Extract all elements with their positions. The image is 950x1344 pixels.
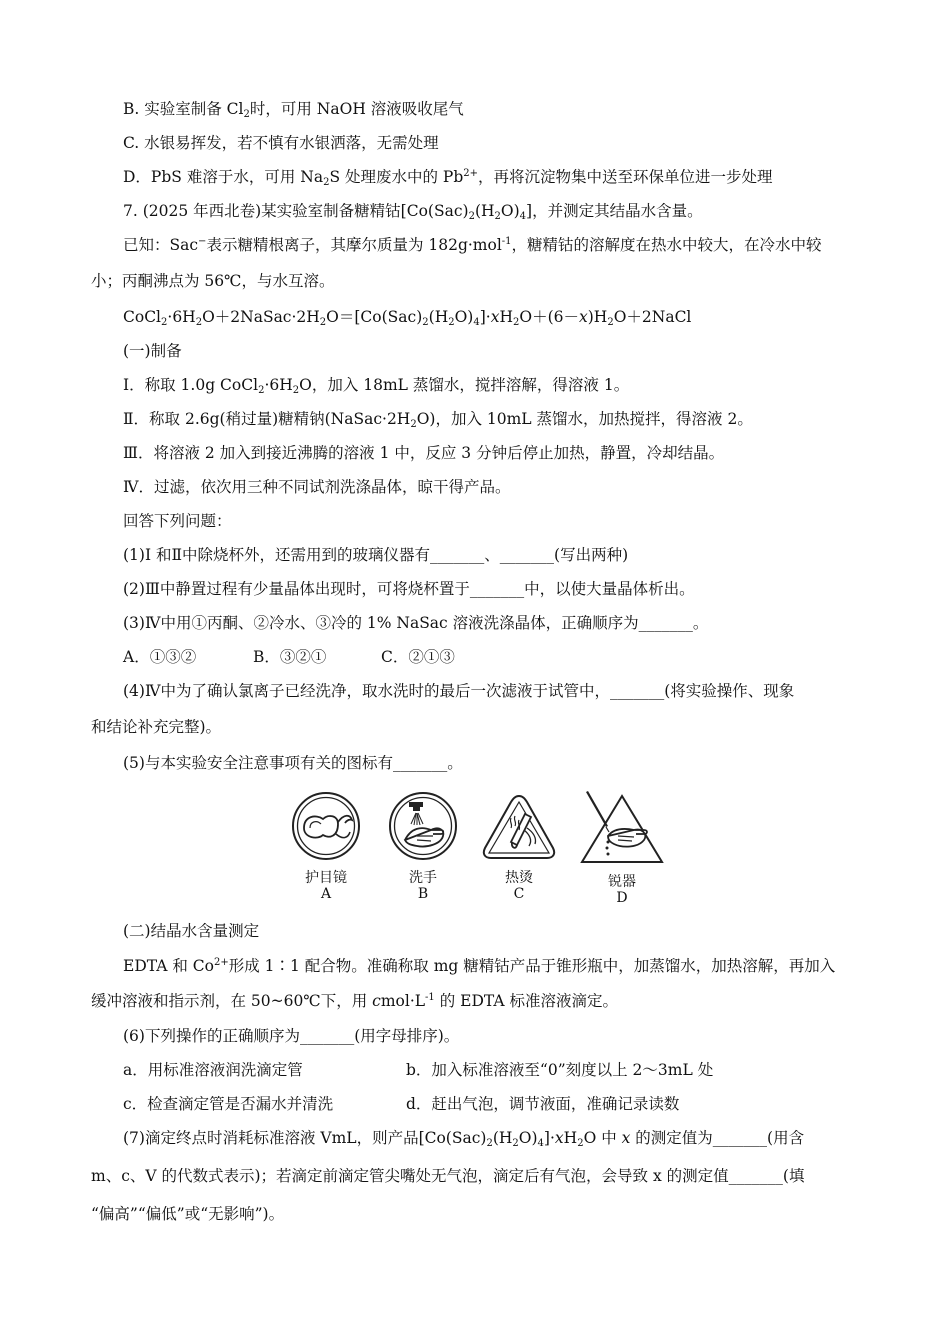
operation-b: b．加入标准溶液至“0”刻度以上 2～3mL 处 xyxy=(406,1061,714,1079)
operations-row-2 xyxy=(0,1093,950,1115)
operation-c: c．检查滴定管是否漏水并清洗 xyxy=(123,1095,334,1113)
text: O，加入 18mL 蒸馏水，搅拌溶解，得溶液 1。 xyxy=(299,376,630,394)
text: Ⅱ．称取 2.6g(稍过量)糖精钠(NaSac·2H xyxy=(123,410,411,428)
subscript: 2 xyxy=(607,317,614,328)
subscript: 2 xyxy=(422,317,429,328)
text: (1)I 和Ⅱ中除烧杯外，还需用到的玻璃仪器有_______、_______(写出两种) xyxy=(123,546,629,564)
option-d xyxy=(0,166,950,188)
text: D．PbS 难溶于水，可用 Na xyxy=(123,168,324,186)
superscript: 2+ xyxy=(213,957,229,968)
text: 和结论补充完整)。 xyxy=(91,718,222,736)
text: )H xyxy=(587,308,608,326)
text: O) xyxy=(518,1129,538,1147)
text: ]· xyxy=(479,308,491,326)
choice-c: C．②①③ xyxy=(381,648,455,666)
variable-x: x xyxy=(554,1129,564,1147)
figure-d xyxy=(576,790,668,906)
text: (7)滴定终点时消耗标准溶液 VmL，则产品[Co(Sac) xyxy=(123,1129,487,1147)
subscript: 2 xyxy=(319,317,327,328)
figure-label: 护目镜 xyxy=(305,870,347,886)
variable-c: c xyxy=(372,992,381,1010)
reaction-equation xyxy=(0,306,950,328)
subscript: 2 xyxy=(512,1138,519,1149)
text: H xyxy=(563,1129,578,1147)
subscript: 2 xyxy=(577,1138,584,1149)
section-heading-preparation xyxy=(0,340,950,362)
text: (H xyxy=(474,202,495,220)
step-2 xyxy=(0,408,950,430)
sub-question-4 xyxy=(0,680,950,702)
safety-icons-figure xyxy=(280,790,680,910)
step-1 xyxy=(0,374,950,396)
text: (H xyxy=(492,1129,513,1147)
text: ，糖精钴的溶解度在热水中较大，在冷水中较 xyxy=(511,236,822,254)
text: Ⅳ．过滤，依次用三种不同试剂洗涤晶体，晾干得产品。 xyxy=(123,478,511,496)
text: (二)结晶水含量测定 xyxy=(123,922,260,940)
text: EDTA 和 Co xyxy=(123,957,214,975)
option-b xyxy=(0,98,950,120)
subscript: 2 xyxy=(258,385,265,396)
text: mol·L xyxy=(380,992,426,1010)
text: 缓冲溶液和指示剂，在 50~60℃下，用 xyxy=(91,992,373,1010)
subscript: 2 xyxy=(494,211,501,222)
text: C. 水银易挥发，若不慎有水银洒落，无需处理 xyxy=(123,134,439,152)
subscript: 2 xyxy=(292,385,300,396)
figure-letter: C xyxy=(513,886,525,902)
text: O＋2NaCl xyxy=(613,308,692,326)
sharp-object-icon xyxy=(578,790,666,866)
text: O 中 xyxy=(583,1129,622,1147)
known-info xyxy=(0,234,950,256)
text: I．称取 1.0g CoCl xyxy=(123,376,259,394)
hand-wash-icon xyxy=(387,790,459,862)
choice-a: A．①③② xyxy=(123,648,197,666)
text: 的测定值为_______(用含 xyxy=(630,1129,805,1147)
superscript: − xyxy=(198,236,207,247)
text: 回答下列问题： xyxy=(123,512,232,530)
text: 形成 1∶1 配合物。准确称取 mg 糖精钴产品于锥形瓶中，加蒸馏水，加热溶解，再加入 xyxy=(228,957,836,975)
subscript: 2 xyxy=(195,317,203,328)
subscript: 2 xyxy=(323,177,330,188)
sub-question-7 xyxy=(0,1127,950,1149)
text: O＝[Co(Sac) xyxy=(326,308,423,326)
option-c xyxy=(0,132,950,154)
section-heading-measurement xyxy=(0,920,950,942)
text: (一)制备 xyxy=(123,342,182,360)
subscript: 2 xyxy=(486,1138,493,1149)
operation-a: a．用标准溶液润洗滴定管 xyxy=(123,1061,303,1079)
text: 已知：Sac xyxy=(123,236,199,254)
answer-prompt xyxy=(0,510,950,532)
text: (6)下列操作的正确顺序为_______(用字母排序)。 xyxy=(123,1027,460,1045)
text: CoCl xyxy=(123,308,162,326)
hot-surface-icon xyxy=(479,790,559,862)
text: O)，加入 10mL 蒸馏水，加热搅拌，得溶液 2。 xyxy=(416,410,753,428)
goggles-icon xyxy=(290,790,362,862)
operations-row-1 xyxy=(0,1059,950,1081)
sub-question-3-options xyxy=(0,646,950,668)
subscript: 4 xyxy=(537,1138,544,1149)
figure-letter: A xyxy=(320,886,332,902)
text: ·6H xyxy=(167,308,196,326)
text: (4)Ⅳ中为了确认氯离子已经洗净，取水洗时的最后一次滤液于试管中，_______(将实验操作、现象 xyxy=(123,682,795,700)
text: ·6H xyxy=(264,376,293,394)
text: Ⅲ．将溶液 2 加入到接近沸腾的溶液 1 中，反应 3 分钟后停止加热，静置，冷却结晶。 xyxy=(123,444,725,462)
text: 7. (2025 年西北卷)某实验室制备糖精钴[Co(Sac) xyxy=(123,202,469,220)
figure-letter: D xyxy=(616,890,628,906)
superscript: -1 xyxy=(501,236,512,247)
measurement-description xyxy=(0,955,950,977)
subscript: 2 xyxy=(410,419,417,430)
operation-d: d．赶出气泡，调节液面，准确记录读数 xyxy=(406,1095,680,1113)
text: O＋(6－ xyxy=(519,308,579,326)
subscript: 2 xyxy=(513,317,520,328)
variable-x: x xyxy=(579,308,588,326)
superscript: 2+ xyxy=(463,168,479,179)
sub-question-1 xyxy=(0,544,950,566)
text: H xyxy=(499,308,513,326)
figure-c xyxy=(473,790,565,902)
sub-question-2 xyxy=(0,578,950,600)
subscript: 2 xyxy=(161,317,168,328)
question-7-title xyxy=(0,200,950,222)
superscript: -1 xyxy=(425,992,435,1003)
figure-label: 锐器 xyxy=(608,874,636,890)
variable-x: x xyxy=(490,308,500,326)
text: 的 EDTA 标准溶液滴定。 xyxy=(434,992,619,1010)
sub-question-3 xyxy=(0,612,950,634)
text: 时，可用 NaOH 溶液吸收尾气 xyxy=(249,100,464,118)
figure-label: 洗手 xyxy=(409,870,437,886)
sub-question-7-cont xyxy=(0,1165,950,1187)
text: “偏高”“偏低”或“无影响”)。 xyxy=(91,1205,285,1223)
text: S 处理废水中的 Pb xyxy=(329,168,464,186)
text: B. 实验室制备 Cl xyxy=(123,100,244,118)
measurement-description-cont xyxy=(0,990,950,1012)
text: ]，并测定其结晶水含量。 xyxy=(526,202,703,220)
figure-label: 热烫 xyxy=(505,870,533,886)
sub-question-7-end xyxy=(0,1203,950,1225)
variable-x: x xyxy=(621,1129,631,1147)
subscript: 2 xyxy=(243,109,250,120)
text: m、c、V 的代数式表示)；若滴定前滴定管尖嘴处无气泡，滴定后有气泡，会导致 x 的测定值_______(填 xyxy=(91,1167,805,1185)
text: 表示糖精根离子，其摩尔质量为 182g·mol xyxy=(206,236,502,254)
text: O) xyxy=(500,202,520,220)
text: O＋2NaSac·2H xyxy=(202,308,320,326)
text: (H xyxy=(428,308,449,326)
figure-letter: B xyxy=(417,886,429,902)
text: ，再将沉淀物集中送至环保单位进一步处理 xyxy=(478,168,773,186)
subscript: 2 xyxy=(468,211,475,222)
text: O) xyxy=(454,308,474,326)
subscript: 4 xyxy=(473,317,480,328)
subscript: 2 xyxy=(448,317,455,328)
sub-question-4-cont xyxy=(0,716,950,738)
known-info-cont xyxy=(0,270,950,292)
text: (2)Ⅲ中静置过程有少量晶体出现时，可将烧杯置于_______中，以使大量晶体析出。 xyxy=(123,580,695,598)
text: (5)与本实验安全注意事项有关的图标有_______。 xyxy=(123,754,463,772)
sub-question-6 xyxy=(0,1025,950,1047)
choice-b: B．③②① xyxy=(253,648,327,666)
sub-question-5 xyxy=(0,752,950,774)
subscript: 4 xyxy=(519,211,527,222)
figure-b xyxy=(377,790,469,902)
text: 小；丙酮沸点为 56℃，与水互溶。 xyxy=(91,272,335,290)
figure-a xyxy=(280,790,372,902)
text: (3)Ⅳ中用①丙酮、②冷水、③冷的 1% NaSac 溶液洗涤晶体，正确顺序为_______。 xyxy=(123,614,709,632)
step-4 xyxy=(0,476,950,498)
text: ]· xyxy=(543,1129,555,1147)
step-3 xyxy=(0,442,950,464)
